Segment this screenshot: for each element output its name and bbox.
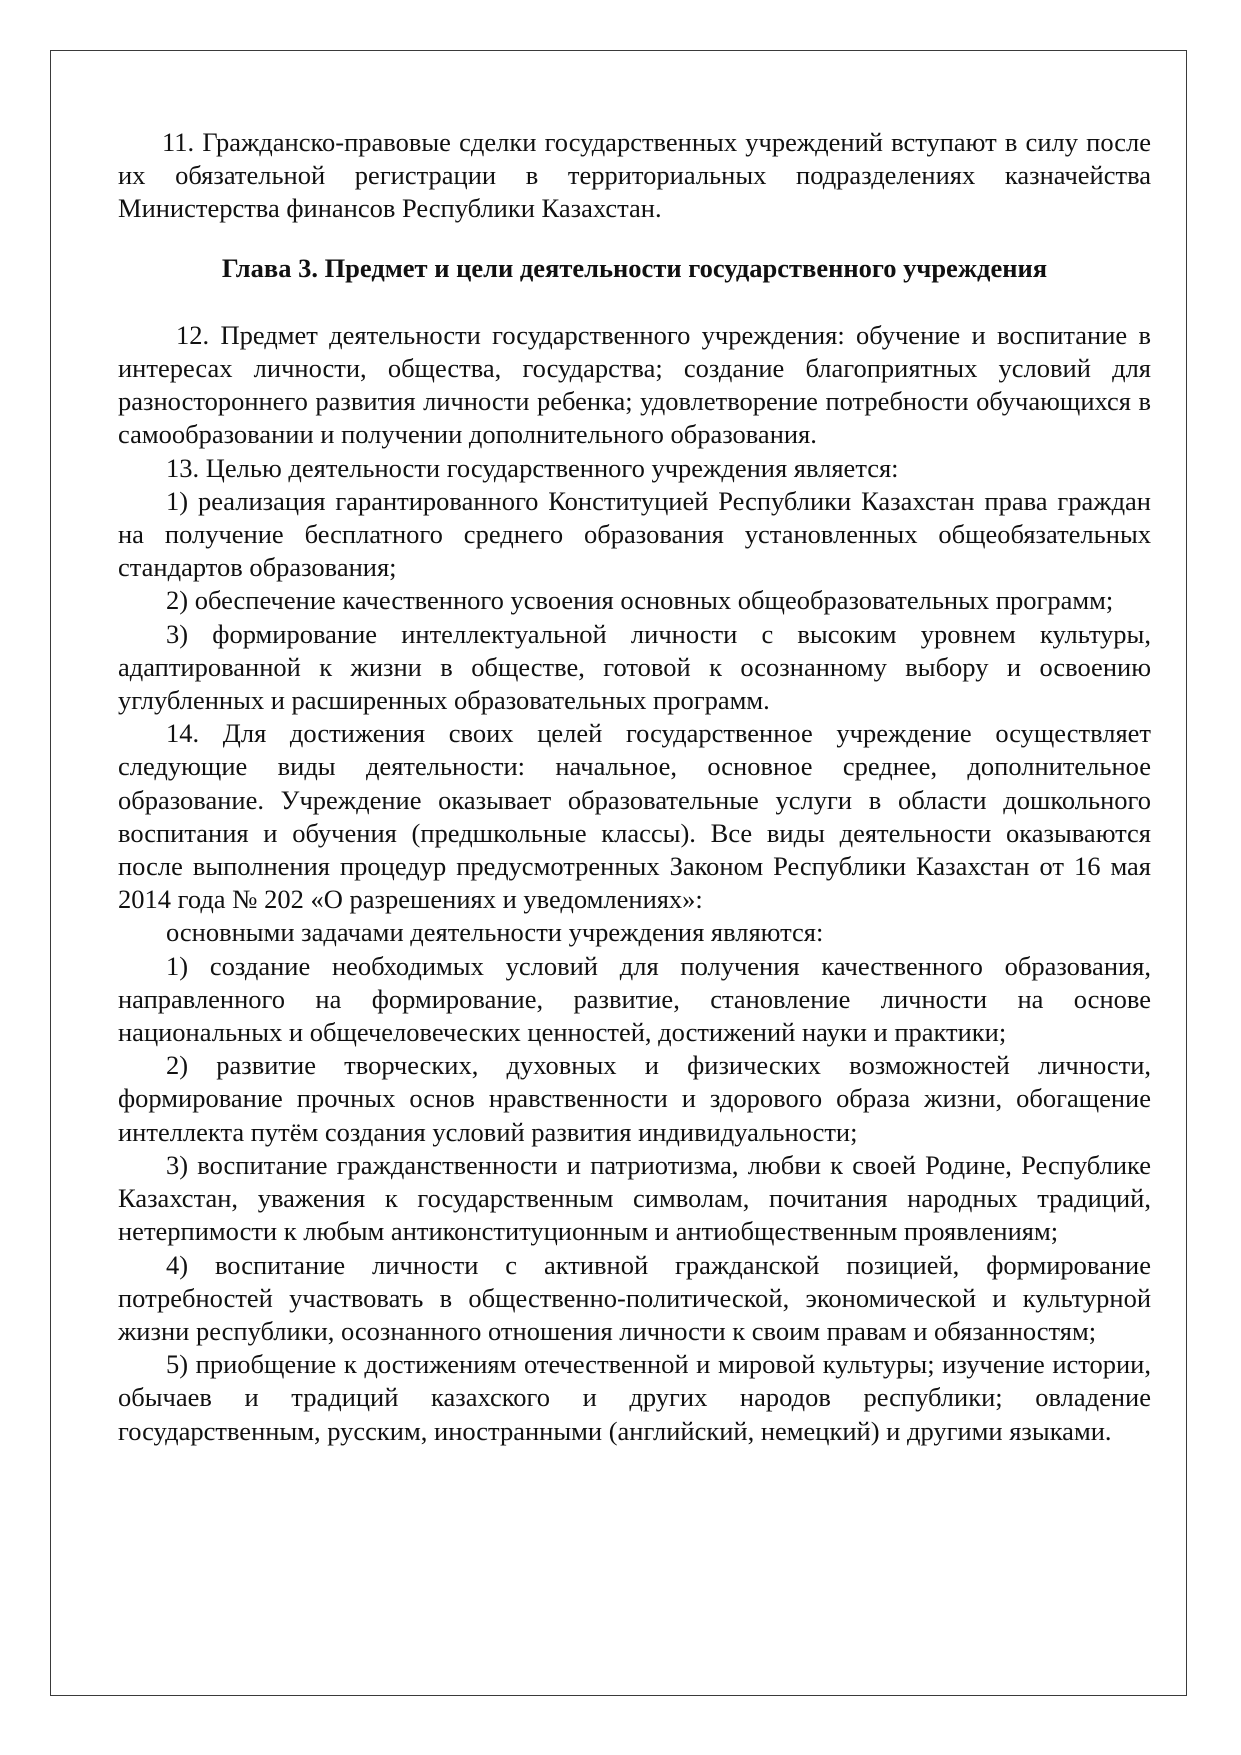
goal-item-1: 1) реализация гарантированного Конституцией Республики Казахстан права граждан на получение бесплатного среднего образования установленных общеобязательных стандартов образования; [118, 485, 1151, 583]
task-item-4: 4) воспитание личности с активной гражданской позицией, формирование потребностей участвовать в общественно-политической, экономической и культурной жизни республики, осознанного отношения личности к своим правам и обязанностям; [118, 1249, 1151, 1346]
task-item-1: 1) создание необходимых условий для получения качественного образования, направленного на формирование, развитие, становление личности на основе национальных и общечеловеческих ценностей, достижений науки и практики; [118, 950, 1151, 1048]
task-item-3: 3) воспитание гражданственности и патриотизма, любви к своей Родине, Республике Казахстан, уважения к государственным символам, почитания народных традиций, нетерпимости к любым антиконституционным и антиобщественным проявлениям; [118, 1149, 1151, 1247]
document-body [118, 126, 1151, 1448]
task-item-2: 2) развитие творческих, духовных и физических возможностей личности, формирование прочных основ нравственности и здорового образа жизни, обогащение интеллекта путём создания условий развития индивидуальности; [118, 1050, 1151, 1147]
paragraph-12: 12. Предмет деятельности государственного учреждения: обучение и воспитание в интересах личности, общества, государства; создание благоприятных условий для разностороннего развития личности ребенка; удовлетворение потребности обучающихся в самообразовании и получении дополнительного образования. [118, 319, 1151, 450]
goal-item-3: 3) формирование интеллектуальной личности с высоким уровнем культуры, адаптированной к жизни в обществе, готовой к осознанному выбору и освоению углубленных и расширенных образовательных программ. [118, 618, 1151, 716]
paragraph-13: 13. Целью деятельности государственного учреждения является: [166, 452, 899, 483]
goal-item-2: 2) обеспечение качественного усвоения основных общеобразовательных программ; [166, 585, 1114, 616]
chapter-heading: Глава 3. Предмет и цели деятельности государственного учреждения [221, 252, 1048, 283]
task-item-5: 5) приобщение к достижениям отечественной и мировой культуры; изучение истории, обычаев и традиций казахского и других народов республики; овладение государственным, русским, иностранными (английский, немецкий) и другими языками. [118, 1349, 1151, 1446]
paragraph-11: 11. Гражданско-правовые сделки государственных учреждений вступают в силу после их обязательной регистрации в территориальных подразделениях казначейства Министерства финансов Республики Казахстан. [118, 127, 1151, 224]
tasks-intro: основными задачами деятельности учреждения являются: [166, 917, 824, 948]
paragraph-14: 14. Для достижения своих целей государственное учреждение осуществляет следующие виды деятельности: начальное, основное среднее, дополнительное образование. Учреждение оказывает образовательные услуги в области дошкольного воспитания и обучения (предшкольные классы). Все виды деятельности оказываются после выполнения процедур предусмотренных Законом Республики Казахстан от 16 мая 2014 года № 202 «О разрешениях и уведомлениях»: [118, 718, 1151, 915]
